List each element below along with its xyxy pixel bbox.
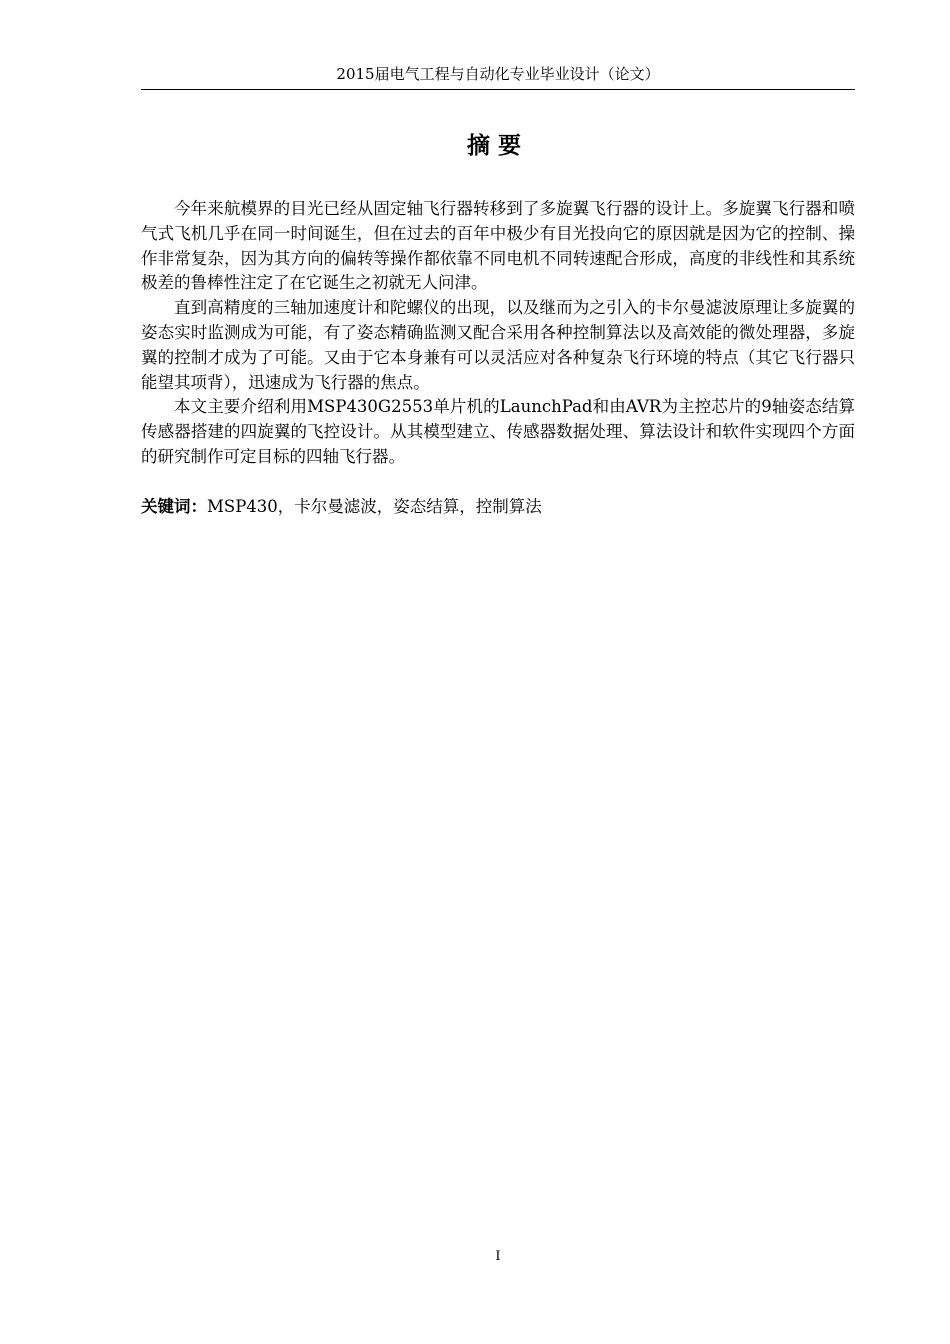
keywords-text: MSP430，卡尔曼滤波，姿态结算，控制算法	[207, 497, 542, 516]
abstract-paragraph: 本文主要介绍利用MSP430G2553单片机的LaunchPad和由AVR为主控芯片的9轴姿态结算传感器搭建的四旋翼的飞控设计。从其模型建立、传感器数据处理、算法设计和软件实现四个方面的研究制作可定目标的四轴飞行器。	[141, 397, 855, 466]
abstract-paragraph: 今年来航模界的目光已经从固定轴飞行器转移到了多旋翼飞行器的设计上。多旋翼飞行器和喷气式飞机几乎在同一时间诞生，但在过去的百年中极少有目光投向它的原因就是因为它的控制、操作非常复杂，因为其方向的偏转等操作都依靠不同电机不同转速配合形成，高度的非线性和其系统极差的鲁棒性注定了在它诞生之初就无人问津。	[141, 199, 855, 293]
header-rule	[141, 89, 855, 90]
abstract-paragraph: 直到高精度的三轴加速度计和陀螺仪的出现，以及继而为之引入的卡尔曼滤波原理让多旋翼的姿态实时监测成为可能，有了姿态精确监测又配合采用各种控制算法以及高效能的微处理器，多旋翼的控制才成为了可能。又由于它本身兼有可以灵活应对各种复杂飞行环境的特点（其它飞行器只能望其项背），迅速成为飞行器的焦点。	[141, 298, 855, 392]
page-number: I	[495, 1249, 501, 1264]
abstract-body	[141, 197, 855, 470]
abstract-title: 摘要	[467, 133, 529, 159]
keywords-label: 关键词：	[141, 497, 207, 516]
keywords-line	[141, 495, 855, 519]
running-header: 2015届电气工程与自动化专业毕业设计（论文）	[336, 65, 660, 83]
